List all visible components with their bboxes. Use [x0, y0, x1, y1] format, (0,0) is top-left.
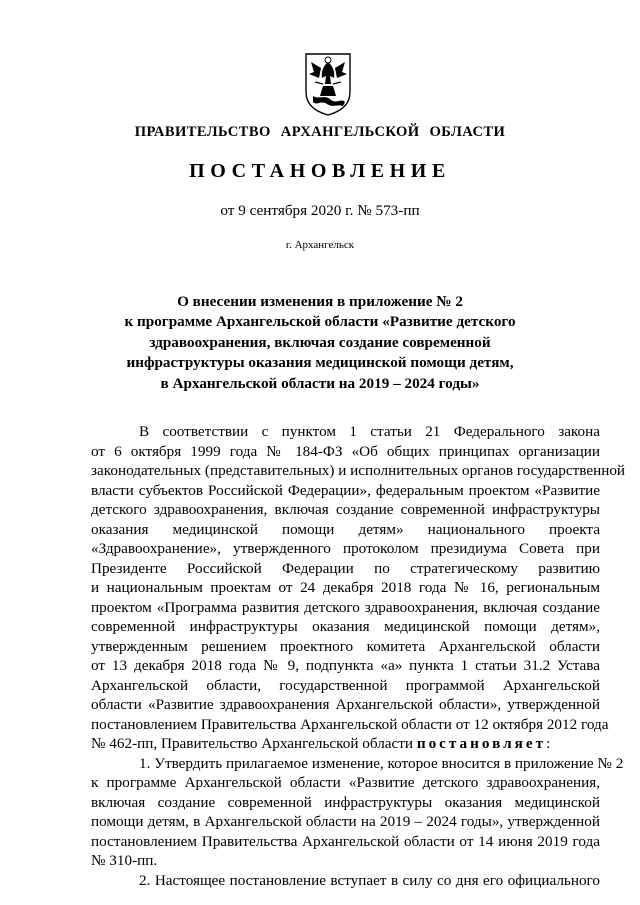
body-line: 1. Утвердить прилагаемое изменение, которое вносится в приложение № 2 [139, 754, 624, 772]
body-line: № 310-пп. [91, 852, 158, 869]
document-city: г. Архангельск [285, 239, 355, 251]
subject-line: здравоохранения, включая создание современной [149, 333, 491, 351]
resolution-lead: № 462-пп, Правительство Архангельской области [91, 735, 414, 752]
subject-line: к программе Архангельской области «Развитие детского [124, 313, 516, 331]
body-line: области «Развитие здравоохранения Архангельской области», утвержденной [91, 696, 600, 713]
document-date-number: от 9 сентября 2020 г. № 573-пп [220, 202, 420, 219]
coat-of-arms-emblem [303, 52, 353, 116]
body-line: постановлением Правительства Архангельской области от 14 июня 2019 года [91, 832, 600, 850]
body-line: детского здравоохранения, включая создание современной инфраструктуры [91, 501, 600, 518]
body-line: от 6 октября 1999 года № 184-ФЗ «Об общих принципах организации [91, 442, 600, 460]
body-line: «Здравоохранение», утвержденного протоколом президиума Совета при [91, 540, 600, 557]
body-line: постановлением Правительства Архангельской области от 12 октября 2012 года [91, 715, 609, 733]
body-line: законодательных (представительных) и исполнительных органов государственной [91, 462, 626, 479]
body-line: власти субъектов Российской Федерации», федеральным проектом «Развитие [91, 481, 600, 499]
document-body [91, 422, 626, 890]
body-line: Президенте Российской Федерации по стратегическому развитию [91, 559, 600, 577]
body-line: утвержденным решением проектного комитета Архангельской области [91, 637, 600, 655]
document-type-title: ПОСТАНОВЛЕНИЕ [189, 160, 451, 182]
subject-line: в Архангельской области на 2019 – 2024 годы» [160, 374, 480, 392]
resolution-colon: : [546, 735, 551, 752]
body-line: Архангельской области, государственной программой Архангельской [91, 676, 600, 694]
resolution-keyword: постановляет [416, 735, 547, 752]
document-subject [110, 292, 530, 394]
body-line: проектом «Программа развития детского здравоохранения, включая создание [91, 598, 600, 616]
government-name: ПРАВИТЕЛЬСТВО АРХАНГЕЛЬСКОЙ ОБЛАСТИ [134, 124, 506, 140]
body-line: включая создание современной инфраструктуры оказания медицинской [91, 793, 600, 811]
subject-line: О внесении изменения в приложение № 2 [177, 293, 463, 310]
body-line: и национальным проектам от 24 декабря 2018 года № 16, региональным [91, 579, 600, 596]
body-line-resolution [91, 734, 600, 754]
body-line: современной инфраструктуры оказания медицинской помощи детям», [91, 618, 600, 635]
body-line: помощи детям, в Архангельской области на 2019 – 2024 годы», утвержденной [91, 813, 600, 830]
body-line: к программе Архангельской области «Развитие детского здравоохранения, [91, 774, 600, 791]
subject-line: инфраструктуры оказания медицинской помощи детям, [126, 354, 514, 372]
body-line: 2. Настоящее постановление вступает в силу со дня его официального [139, 871, 600, 889]
body-line: от 13 декабря 2018 года № 9, подпункта «а» пункта 1 статьи 31.2 Устава [91, 657, 600, 674]
body-line: В соответствии с пунктом 1 статьи 21 Федерального закона [139, 423, 600, 440]
body-line: оказания медицинской помощи детям» национального проекта [91, 520, 600, 538]
